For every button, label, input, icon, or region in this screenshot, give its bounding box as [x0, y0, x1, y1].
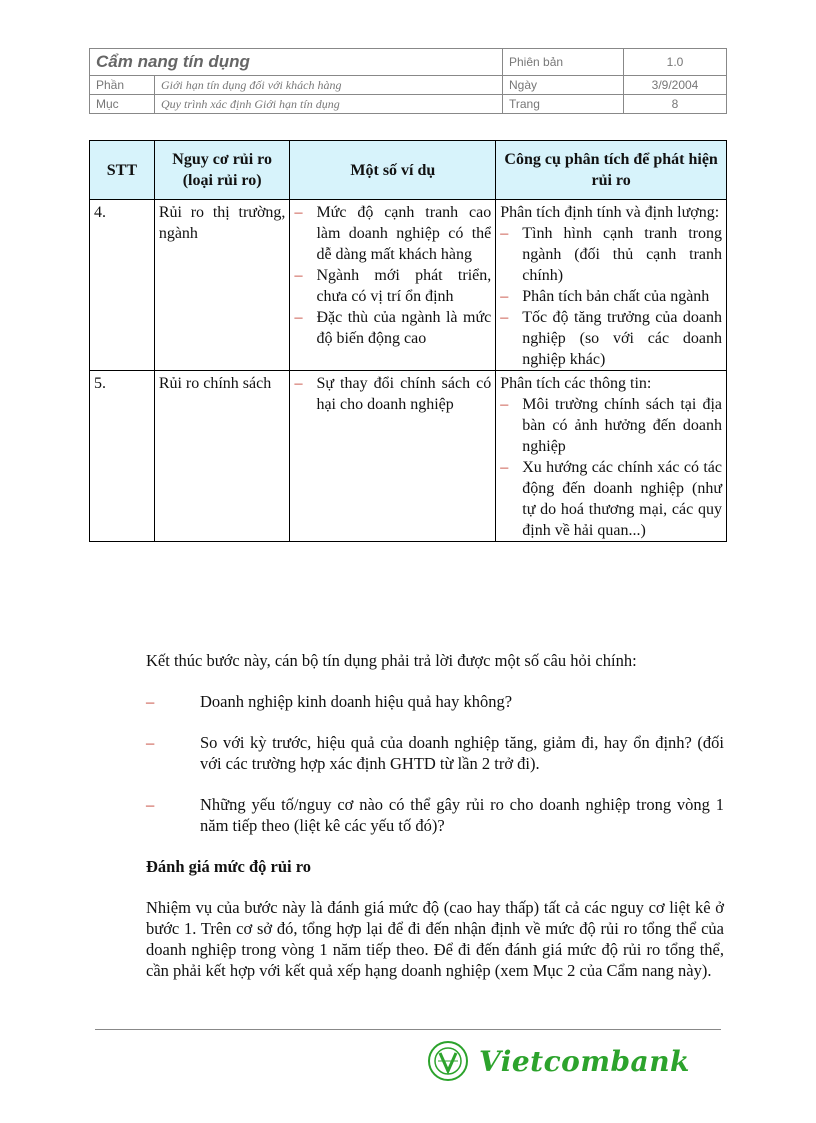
vietcombank-seal-icon — [425, 1040, 471, 1082]
body-section — [146, 650, 724, 981]
row-stt: 4. — [90, 200, 155, 371]
row-examples — [290, 200, 496, 371]
table-row — [90, 371, 727, 542]
body-paragraph: Nhiệm vụ của bước này là đánh giá mức độ (cao hay thấp) tất cả các nguy cơ liệt kê ở bước 1. Trên cơ sở đó, tổng hợp lại để đi đến nhận định về mức độ rủi ro tổng thể của doanh nghiệp trong vòng 1 năm tiếp theo. Để đi đến đánh giá mức độ rủi ro tổng thể, cần phải kết hợp với kết quả xếp hạng doanh nghiệp (xem Mục 2 của Cẩm nang này). — [146, 898, 724, 980]
row-stt: 5. — [90, 371, 155, 542]
question-item: – Những yếu tố/nguy cơ nào có thể gây rủi ro cho doanh nghiệp trong vòng 1 năm tiếp theo (liệt kê các yếu tố đó)? — [146, 794, 724, 836]
section-value: Quy trình xác định Giới hạn tín dụng — [155, 95, 503, 114]
col-header-tools: Công cụ phân tích để phát hiện rủi ro — [496, 141, 727, 200]
tool-item: – Phân tích bản chất của ngành — [500, 286, 722, 307]
table-header-row — [90, 141, 727, 200]
version-label: Phiên bản — [503, 49, 624, 76]
page-label: Trang — [503, 95, 624, 114]
row-examples — [290, 371, 496, 542]
example-item: – Đặc thù của ngành là mức độ biến động cao — [294, 307, 491, 349]
date-value: 3/9/2004 — [624, 76, 727, 95]
example-item: – Sự thay đổi chính sách có hại cho doanh nghiệp — [294, 373, 491, 415]
example-item: – Mức độ cạnh tranh cao làm doanh nghiệp có thể dễ dàng mất khách hàng — [294, 202, 491, 265]
row-tools — [496, 200, 727, 371]
page-value: 8 — [624, 95, 727, 114]
manual-title: Cẩm nang tín dụng — [90, 49, 503, 76]
part-label: Phần — [90, 76, 155, 95]
col-header-examples: Một số ví dụ — [290, 141, 496, 200]
version-value: 1.0 — [624, 49, 727, 76]
example-item: – Ngành mới phát triển, chưa có vị trí ổn định — [294, 265, 491, 307]
row-tools — [496, 371, 727, 542]
section-label: Mục — [90, 95, 155, 114]
section-heading: Đánh giá mức độ rủi ro — [146, 857, 311, 876]
col-header-stt: STT — [90, 141, 155, 200]
date-label: Ngày — [503, 76, 624, 95]
question-list — [146, 691, 724, 836]
vietcombank-logo — [425, 1040, 690, 1082]
tool-item: – Tốc độ tăng trưởng của doanh nghiệp (so với các doanh nghiệp khác) — [500, 307, 722, 370]
tool-item: – Tình hình cạnh tranh trong ngành (đối thủ cạnh tranh chính) — [500, 223, 722, 286]
col-header-risk: Nguy cơ rủi ro (loại rủi ro) — [154, 141, 290, 200]
brand-name: Vietcombank — [479, 1044, 690, 1078]
question-item: – Doanh nghiệp kinh doanh hiệu quả hay không? — [146, 691, 724, 712]
row-risk: Rủi ro chính sách — [154, 371, 290, 542]
part-value: Giới hạn tín dụng đối với khách hàng — [155, 76, 503, 95]
footer-divider — [95, 1029, 721, 1030]
question-item: – So với kỳ trước, hiệu quả của doanh nghiệp tăng, giảm đi, hay ổn định? (đối với các trường hợp xác định GHTD từ lần 2 trở đi). — [146, 732, 724, 774]
intro-text: Kết thúc bước này, cán bộ tín dụng phải trả lời được một số câu hỏi chính: — [146, 651, 637, 670]
table-row — [90, 200, 727, 371]
tool-intro: Phân tích các thông tin: — [500, 375, 652, 392]
row-risk: Rủi ro thị trường, ngành — [154, 200, 290, 371]
risk-table — [89, 140, 727, 542]
tool-item: – Môi trường chính sách tại địa bàn có ảnh hưởng đến doanh nghiệp — [500, 394, 722, 457]
tool-item: – Xu hướng các chính xác có tác động đến doanh nghiệp (như tự do hoá thương mại, các quy định về hải quan...) — [500, 457, 722, 541]
document-header — [89, 48, 727, 114]
tool-intro: Phân tích định tính và định lượng: — [500, 204, 720, 221]
